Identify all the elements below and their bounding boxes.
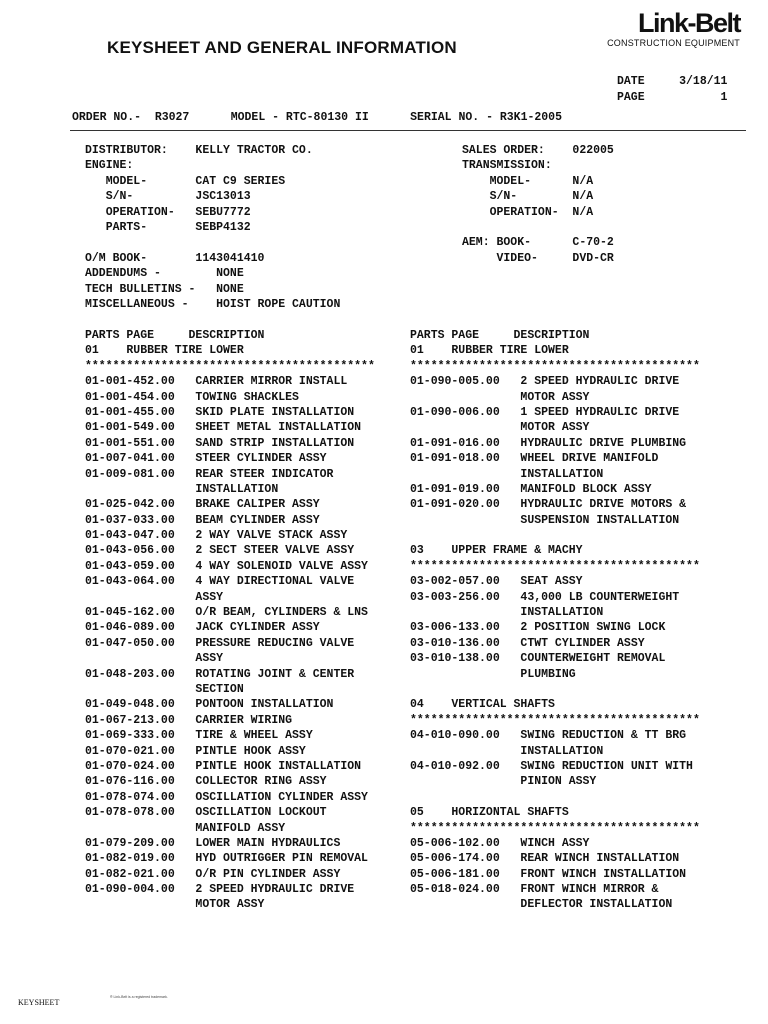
info-line: PARTS- SEBP4132 [85,220,251,234]
info-line: S/N- JSC13013 [85,190,251,204]
footer-trademark: ® Link-Belt is a registered trademark. [110,995,168,999]
parts-line: 01-047-050.00 PRESSURE REDUCING VALVE [85,636,355,650]
parts-line: 01-069-333.00 TIRE & WHEEL ASSY [85,729,313,743]
parts-line: PINION ASSY [410,775,597,789]
info-left-block [85,143,340,312]
brand-logo: Link-Belt [637,8,740,38]
parts-right-column [410,328,700,913]
parts-line: 05-018-024.00 FRONT WINCH MIRROR & [410,883,659,897]
info-line: TECH BULLETINS - NONE [85,282,244,296]
parts-line: 01 RUBBER TIRE LOWER [85,344,244,358]
parts-line: 05-006-102.00 WINCH ASSY [410,836,590,850]
parts-line: 04-010-092.00 SWING REDUCTION UNIT WITH [410,759,693,773]
parts-line: 05-006-181.00 FRONT WINCH INSTALLATION [410,867,687,881]
info-line: OPERATION- SEBU7772 [85,205,251,219]
info-line: MODEL- CAT C9 SERIES [85,174,286,188]
info-line: ENGINE: [85,159,134,173]
page-title: KEYSHEET AND GENERAL INFORMATION [107,38,457,57]
parts-line: 01-076-116.00 COLLECTOR RING ASSY [85,775,327,789]
parts-line: ****************************************** [410,821,700,835]
parts-line [410,528,700,543]
parts-line: DEFLECTOR INSTALLATION [410,898,673,912]
info-line: S/N- N/A [462,190,594,204]
parts-line: 01-091-016.00 HYDRAULIC DRIVE PLUMBING [410,436,687,450]
parts-line: 03-010-138.00 COUNTERWEIGHT REMOVAL [410,652,666,666]
parts-line: 01-001-549.00 SHEET METAL INSTALLATION [85,421,362,435]
parts-line: 01-091-018.00 WHEEL DRIVE MANIFOLD [410,452,659,466]
parts-line: 05 HORIZONTAL SHAFTS [410,806,569,820]
parts-line: 01-009-081.00 REAR STEER INDICATOR [85,467,334,481]
info-line: OPERATION- N/A [462,205,594,219]
parts-line: 03-010-136.00 CTWT CYLINDER ASSY [410,636,645,650]
parts-line: MOTOR ASSY [85,898,265,912]
parts-line: 04-010-090.00 SWING REDUCTION & TT BRG [410,729,687,743]
parts-line: 01-001-452.00 CARRIER MIRROR INSTALL [85,375,348,389]
parts-line: 01-043-047.00 2 WAY VALVE STACK ASSY [85,529,348,543]
parts-line: 01-046-089.00 JACK CYLINDER ASSY [85,621,320,635]
parts-line: MOTOR ASSY [410,390,590,404]
parts-line: 01-082-021.00 O/R PIN CYLINDER ASSY [85,867,341,881]
info-line: SALES ORDER: 022005 [462,144,614,157]
parts-line: ****************************************** [85,359,375,373]
parts-line: 01-045-162.00 O/R BEAM, CYLINDERS & LNS [85,606,368,620]
parts-line: 01-001-454.00 TOWING SHACKLES [85,390,299,404]
info-line: AEM: BOOK- C-70-2 [462,236,614,250]
parts-line: 01-043-059.00 4 WAY SOLENOID VALVE ASSY [85,559,368,573]
parts-line: SECTION [85,682,244,696]
info-line: O/M BOOK- 1143041410 [85,251,265,265]
parts-line: 01 RUBBER TIRE LOWER [410,344,569,358]
parts-line: 01-090-005.00 2 SPEED HYDRAULIC DRIVE [410,375,680,389]
parts-line: 03-003-256.00 43,000 LB COUNTERWEIGHT [410,590,680,604]
parts-line: INSTALLATION [410,744,604,758]
parts-line [410,682,700,697]
parts-line: 01-091-019.00 MANIFOLD BLOCK ASSY [410,482,652,496]
parts-line: 01-007-041.00 STEER CYLINDER ASSY [85,452,327,466]
parts-line: 03 UPPER FRAME & MACHY [410,544,583,558]
footer-label: KEYSHEET [18,998,60,1007]
page-line: PAGE 1 [617,91,728,104]
parts-line: PARTS PAGE DESCRIPTION [410,329,590,342]
info-line [462,220,614,235]
parts-line: MOTOR ASSY [410,421,590,435]
parts-line: 01-001-455.00 SKID PLATE INSTALLATION [85,405,355,419]
parts-line: 01-037-033.00 BEAM CYLINDER ASSY [85,513,320,527]
parts-line: ASSY [85,652,224,666]
info-line: ADDENDUMS - NONE [85,267,244,281]
parts-line: PARTS PAGE DESCRIPTION [85,329,265,342]
parts-line: 01-078-074.00 OSCILLATION CYLINDER ASSY [85,790,368,804]
parts-line: INSTALLATION [85,482,279,496]
parts-line: PLUMBING [410,667,576,681]
order-line: ORDER NO.- R3027 MODEL - RTC-80130 II SERIAL NO. - R3K1-2005 [72,111,562,124]
parts-line: 05-006-174.00 REAR WINCH INSTALLATION [410,852,680,866]
parts-line: 01-091-020.00 HYDRAULIC DRIVE MOTORS & [410,498,687,512]
parts-line [410,790,700,805]
parts-line: ****************************************** [410,359,700,373]
info-line [85,235,340,250]
parts-line: 01-082-019.00 HYD OUTRIGGER PIN REMOVAL [85,852,368,866]
parts-line: INSTALLATION [410,606,604,620]
info-line: DISTRIBUTOR: KELLY TRACTOR CO. [85,144,313,157]
parts-line: 01-079-209.00 LOWER MAIN HYDRAULICS [85,836,341,850]
parts-line: 04 VERTICAL SHAFTS [410,698,555,712]
parts-line: MANIFOLD ASSY [85,821,286,835]
parts-line: 01-048-203.00 ROTATING JOINT & CENTER [85,667,355,681]
parts-line: 01-049-048.00 PONTOON INSTALLATION [85,698,334,712]
parts-line: 01-090-006.00 1 SPEED HYDRAULIC DRIVE [410,405,680,419]
parts-line: 01-025-042.00 BRAKE CALIPER ASSY [85,498,320,512]
parts-line: 01-043-056.00 2 SECT STEER VALVE ASSY [85,544,355,558]
parts-line: 01-001-551.00 SAND STRIP INSTALLATION [85,436,355,450]
header-divider [70,130,746,131]
parts-line: 01-070-024.00 PINTLE HOOK INSTALLATION [85,759,362,773]
parts-line: ****************************************** [410,559,700,573]
parts-line: INSTALLATION [410,467,604,481]
info-right-block [462,143,614,266]
parts-left-column [85,328,375,913]
parts-line: ASSY [85,590,224,604]
parts-line: 01-067-213.00 CARRIER WIRING [85,713,293,727]
parts-line: 01-070-021.00 PINTLE HOOK ASSY [85,744,306,758]
brand-logo-subtitle: CONSTRUCTION EQUIPMENT [607,38,740,48]
parts-line: 01-043-064.00 4 WAY DIRECTIONAL VALVE [85,575,355,589]
date-line: DATE 3/18/11 [617,75,728,88]
info-line: TRANSMISSION: [462,159,552,173]
parts-line: SUSPENSION INSTALLATION [410,513,680,527]
info-line: VIDEO- DVD-CR [462,251,614,265]
parts-line: 01-090-004.00 2 SPEED HYDRAULIC DRIVE [85,883,355,897]
info-line: MODEL- N/A [462,174,594,188]
parts-line: 01-078-078.00 OSCILLATION LOCKOUT [85,806,327,820]
parts-line: 03-006-133.00 2 POSITION SWING LOCK [410,621,666,635]
parts-line: 03-002-057.00 SEAT ASSY [410,575,583,589]
info-line: MISCELLANEOUS - HOIST ROPE CAUTION [85,297,341,311]
parts-line: ****************************************** [410,713,700,727]
